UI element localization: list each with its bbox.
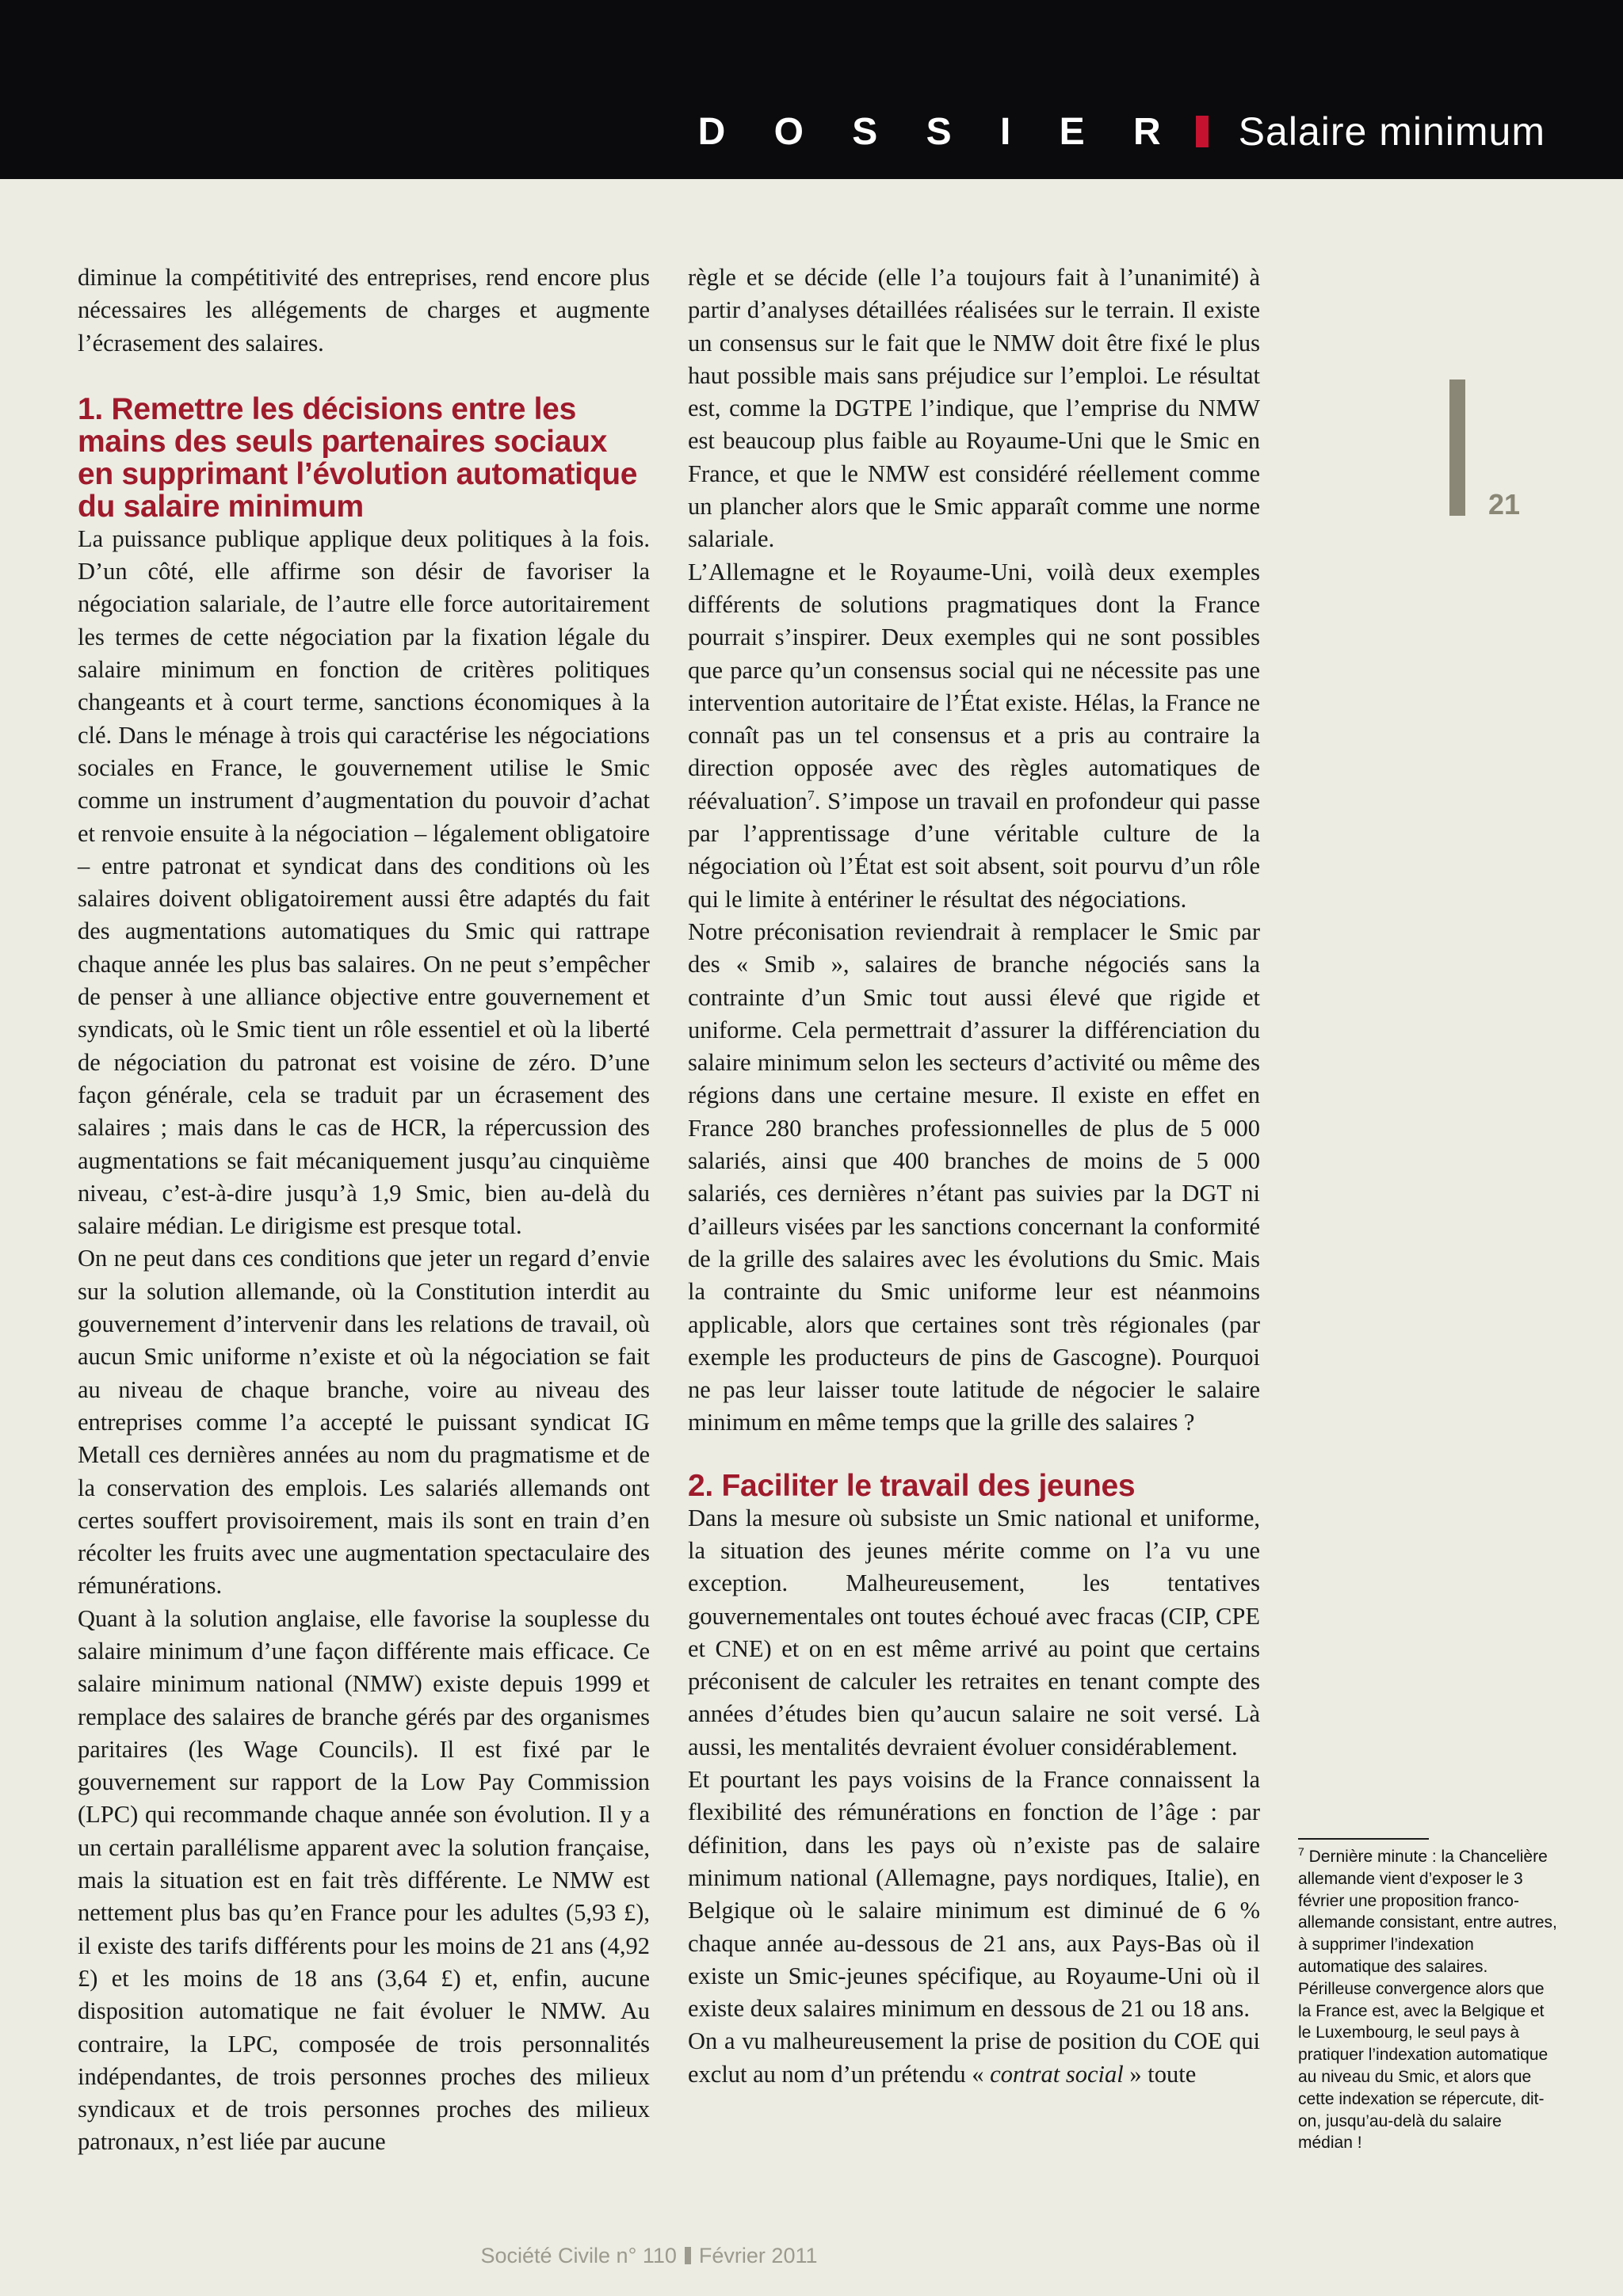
footnote-reference[interactable]: 7 [807,787,815,803]
paragraph: Dans la mesure où subsiste un Smic national et uniforme, la situation des jeunes mérite comme on l’a vu une exception. Malheureusement, les tentatives gouvernementales ont toutes échoué avec fracas (CIP, CPE et CNE) et on en est même arrivé au point que certains préconisent de calculer les retraites en tenant compte des années d’études bien qu’aucun salaire ne soit versé. Là aussi, les mentalités devraient évoluer considérablement. [688,1504,1260,1760]
header-marker [1196,116,1209,147]
footnote-divider [1298,1838,1429,1840]
paragraph: On ne peut dans ces conditions que jeter un regard d’envie sur la solution allemande, où la Constitution interdit au gouvernement d’intervenir dans les relations de travail, où aucun Smic uniforme n’existe et où la négociation se fait au niveau de chaque branche, voire au niveau des entreprises comme l’a accepté le puissant syndicat IG Metall ces dernières années au nom du pragmatisme et de la conservation des emplois. Les salariés allemands ont certes souffert provisoirement, mais ils sont en train d’en récolter les fruits avec une augmentation spectaculaire des rémunérations. [78,1245,650,1600]
intro-paragraph: diminue la compétitivité des entreprises, rend encore plus nécessaires les allégements de charges et augmente l’écrasement des salaires. [78,264,650,357]
paragraph: Et pourtant les pays voisins de la France connaissent la flexibilité des rémunérations en fonction de l’âge : par définition, dans les pays où n’existe pas de salaire minimum national (Allemagne, pays nordiques, Italie), en Belgique où le salaire minimum est diminué de 6 % chaque année au-dessous de 21 ans, aux Pays-Bas où il existe un Smic-jeunes spécifique, au Royaume-Uni où il existe deux salaires minimum en dessous de 21 ou 18 ans. [688,1766,1260,2023]
section-title [698,106,1545,157]
section-heading-1: 1. Remettre les décisions entre les mains des seuls partenaires sociaux en supprimant l’évolution automatique du salaire minimum [78,391,638,524]
emphasis-text: contrat social [990,2060,1124,2088]
paragraph: Notre préconisation reviendrait à remplacer le Smic par des « Smib », salaires de branche négociés sans la contrainte d’un Smic tout aussi élevé que rigide et uniforme. Cela permettrait d’assurer la différenciation du salaire minimum selon les secteurs d’activité ou même des régions dans une certaine mesure. Il existe en effet en France 280 branches professionnelles de plus de 5 000 salariés, ainsi que 400 branches de moins de 5 000 salariés, ces dernières n’étant pas suivies par la DGT ni d’ailleurs visées par les sanctions concernant la conformité de la grille des salaires avec les évolutions du Smic. Mais la contrainte du Smic uniforme leur est néanmoins applicable, alors que certaines sont très régionales (par exemple les producteurs de pins de Gascogne). Pourquoi ne pas leur laisser toute latitude de négocier le salaire minimum en même temps que la grille des salaires ? [688,917,1260,1436]
header-bar [0,0,1623,179]
dossier-label: D O S S I E R [697,110,1180,153]
paragraph-text: L’Allemagne et le Royaume-Uni, voilà deux exemples différents de solutions pragmatiques dont la France pourrait s’inspirer. Deux exemples qui ne sont possibles que parce qu’un consensus social qui ne nécessite pas une intervention autoritaire de l’État existe. Hélas, la France ne connaît pas un tel consensus et a pris au contraire la direction opposée avec des règles automatiques de réévaluation [688,558,1260,814]
left-column [78,261,650,2159]
continued-paragraph: règle et se décide (elle l’a toujours fait à l’unanimité) à partir d’analyses détaillées réalisées sur le terrain. Il existe un consensus sur le fait que le NMW doit être fixé le plus haut possible mais sans préjudice sur l’emploi. Le résultat est, comme la DGTPE l’indique, que l’emprise du NMW est beaucoup plus faible au Royaume-Uni que le Smic en France, et que le NMW est considéré réellement comme un plancher alors que le Smic apparaît comme une norme salariale. [688,264,1260,553]
topic-label: Salaire minimum [1238,109,1545,154]
paragraph-text: On a vu malheureusement la prise de position du COE qui exclut au nom d’un prétendu « [688,2027,1260,2088]
page-number: 21 [1488,488,1521,521]
footnote [1298,1846,1560,2154]
footer-marker [685,2247,691,2264]
paragraph: La puissance publique applique deux politiques à la fois. D’un côté, elle affirme son désir de favoriser la négociation salariale, de l’autre elle force autoritairement les termes de cette négociation par la fixation légale du salaire minimum en fonction de critères politiques changeants et à court terme, sanctions économiques à la clé. Dans le ménage à trois qui caractérise les négociations sociales en France, le gouvernement utilise le Smic comme un instrument d’augmentation du pouvoir d’achat et renvoie ensuite à la négociation – légalement obligatoire – entre patronat et syndicat dans des conditions où les salaires doivent obligatoirement aussi être adaptés du fait des augmentations automatiques du Smic qui rattrape chaque année les plus bas salaires. On ne peut s’empêcher de penser à une alliance objective entre gouvernement et syndicats, où le Smic tient un rôle essentiel et où la liberté de négociation du patronat est voisine de zéro. D’une façon générale, cela se traduit par un écrasement des salaires ; mais dans le cas de HCR, la répercussion des augmentations se fait mécaniquement jusqu’au cinquième niveau, c’est-à-dire jusqu’à 1,9 Smic, bien au-delà du salaire médian. Le dirigisme est presque total. [78,524,650,1240]
paragraph [688,2025,1260,2091]
page-footer [0,2244,1298,2268]
page-number-bar [1449,379,1465,516]
paragraph [688,556,1260,916]
issue-date: Février 2011 [698,2244,818,2267]
section-heading-2: 2. Faciliter le travail des jeunes [688,1468,1136,1503]
paragraph-text: . S’impose un travail en profondeur qui passe par l’apprentissage d’une véritable culture de la négociation où l’État est soit absent, soit pourvu d’un rôle qui le limite à entériner le résultat des négociations. [688,787,1260,913]
right-column [688,261,1260,2091]
footnote-marker: 7 [1298,1845,1304,1858]
paragraph: Quant à la solution anglaise, elle favorise la souplesse du salaire minimum d’une façon différente mais efficace. Ce salaire minimum national (NMW) existe depuis 1999 et remplace des salaires de branche gérés par des organismes paritaires (les Wage Councils). Il est fixé par le gouvernement sur rapport de la Low Pay Commission (LPC) qui recommande chaque année son évolution. Il y a un certain parallélisme apparent avec la solution française, mais la situation est en fait très différente. Le NMW est nettement plus bas qu’en France pour les adultes (5,93 £), il existe des tarifs différents pour les moins de 21 ans (4,92 £) et les moins de 18 ans (3,64 £) et, enfin, aucune disposition automatique ne fait évoluer le NMW. Au contraire, la LPC, composée de trois personnalités indépendantes, de trois personnes proches des milieux syndicaux et de trois personnes proches des milieux patronaux, n’est liée par aucune [78,1604,650,2156]
paragraph-text: » toute [1123,2060,1197,2088]
publication-label: Société Civile n° 110 [480,2244,677,2267]
footnote-text: Dernière minute : la Chancelière allemande vient d’exposer le 3 février une proposition franco-allemande consistant, entre autres, à supprimer l’indexation automatique des salaires. Périlleuse convergence alors que la France est, avec la Belgique et le Luxembourg, le seul pays à pratiquer l’indexation automatique au niveau du Smic, et alors que cette indexation se répercute, dit-on, jusqu’au-delà du salaire médian ! [1298,1848,1557,2153]
